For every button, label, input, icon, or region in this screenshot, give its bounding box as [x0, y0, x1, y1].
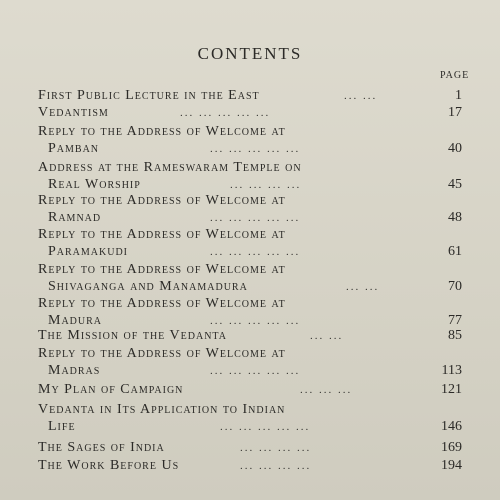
toc-page-number: 77 [448, 313, 462, 328]
toc-entry-title: Real Worship [48, 177, 141, 192]
toc-page-number: 17 [448, 105, 462, 120]
toc-entry-title: Reply to the Address of Welcome at [38, 346, 286, 361]
toc-entry-title: Life [48, 419, 76, 434]
toc-leader-dots: ... ... ... ... [240, 442, 312, 454]
toc-leader-dots: ... ... ... ... ... [210, 143, 301, 155]
toc-leader-dots: ... ... ... [300, 384, 353, 396]
toc-leader-dots: ... ... ... ... ... [210, 212, 301, 224]
page-column-label: PAGE [440, 70, 470, 81]
toc-entry-title: Reply to the Address of Welcome at [38, 193, 286, 208]
toc-entry-title: Reply to the Address of Welcome at [38, 262, 286, 277]
toc-page-number: 70 [448, 279, 462, 294]
toc-page-number: 45 [448, 177, 462, 192]
toc-entry-title: Paramakudi [48, 244, 129, 259]
toc-leader-dots: ... ... ... ... [230, 179, 302, 191]
toc-page-number: 194 [441, 458, 462, 473]
toc-leader-dots: ... ... ... ... ... [180, 107, 271, 119]
toc-entry-title: Madras [48, 363, 101, 378]
toc-page-number: 169 [441, 440, 462, 455]
toc-page-number: 40 [448, 141, 462, 156]
toc-leader-dots: ... ... ... ... ... [210, 246, 301, 258]
toc-page-number: 121 [441, 382, 462, 397]
toc-leader-dots: ... ... [344, 90, 378, 102]
toc-entry-title: Pamban [48, 141, 100, 156]
toc-leader-dots: ... ... ... ... ... [210, 315, 301, 327]
toc-leader-dots: ... ... ... ... [240, 460, 312, 472]
toc-entry-title: Address at the Rameswaram Temple on [38, 160, 302, 175]
toc-entry-title: Reply to the Address of Welcome at [38, 124, 286, 139]
toc-entry-title: Vedantism [38, 105, 109, 120]
toc-page-number: 48 [448, 210, 462, 225]
toc-entry-title: Reply to the Address of Welcome at [38, 296, 286, 311]
toc-page-number: 1 [455, 88, 462, 103]
toc-entry-title: First Public Lecture in the East [38, 88, 260, 103]
toc-entry-title: Vedanta in Its Application to Indian [38, 402, 286, 417]
toc-page-number: 85 [448, 328, 462, 343]
toc-entry-title: The Work Before Us [38, 458, 180, 473]
toc-page-number: 113 [441, 363, 462, 378]
toc-entry-title: The Sages of India [38, 440, 165, 455]
toc-entry-title: Madura [48, 313, 103, 328]
toc-page-number: 61 [448, 244, 462, 259]
toc-page-number: 146 [441, 419, 462, 434]
toc-leader-dots: ... ... ... ... ... [220, 421, 311, 433]
toc-entry-title: Shivaganga and Manamadura [48, 279, 248, 294]
toc-leader-dots: ... ... ... ... ... [210, 365, 301, 377]
contents-heading: CONTENTS [197, 44, 303, 63]
toc-entry-title: Reply to the Address of Welcome at [38, 227, 286, 242]
toc-leader-dots: ... ... [346, 281, 380, 293]
toc-entry-title: Ramnad [48, 210, 102, 225]
toc-entry-title: My Plan of Campaign [38, 382, 184, 397]
toc-leader-dots: ... ... [310, 330, 344, 342]
toc-entry-title: The Mission of the Vedanta [38, 328, 227, 343]
